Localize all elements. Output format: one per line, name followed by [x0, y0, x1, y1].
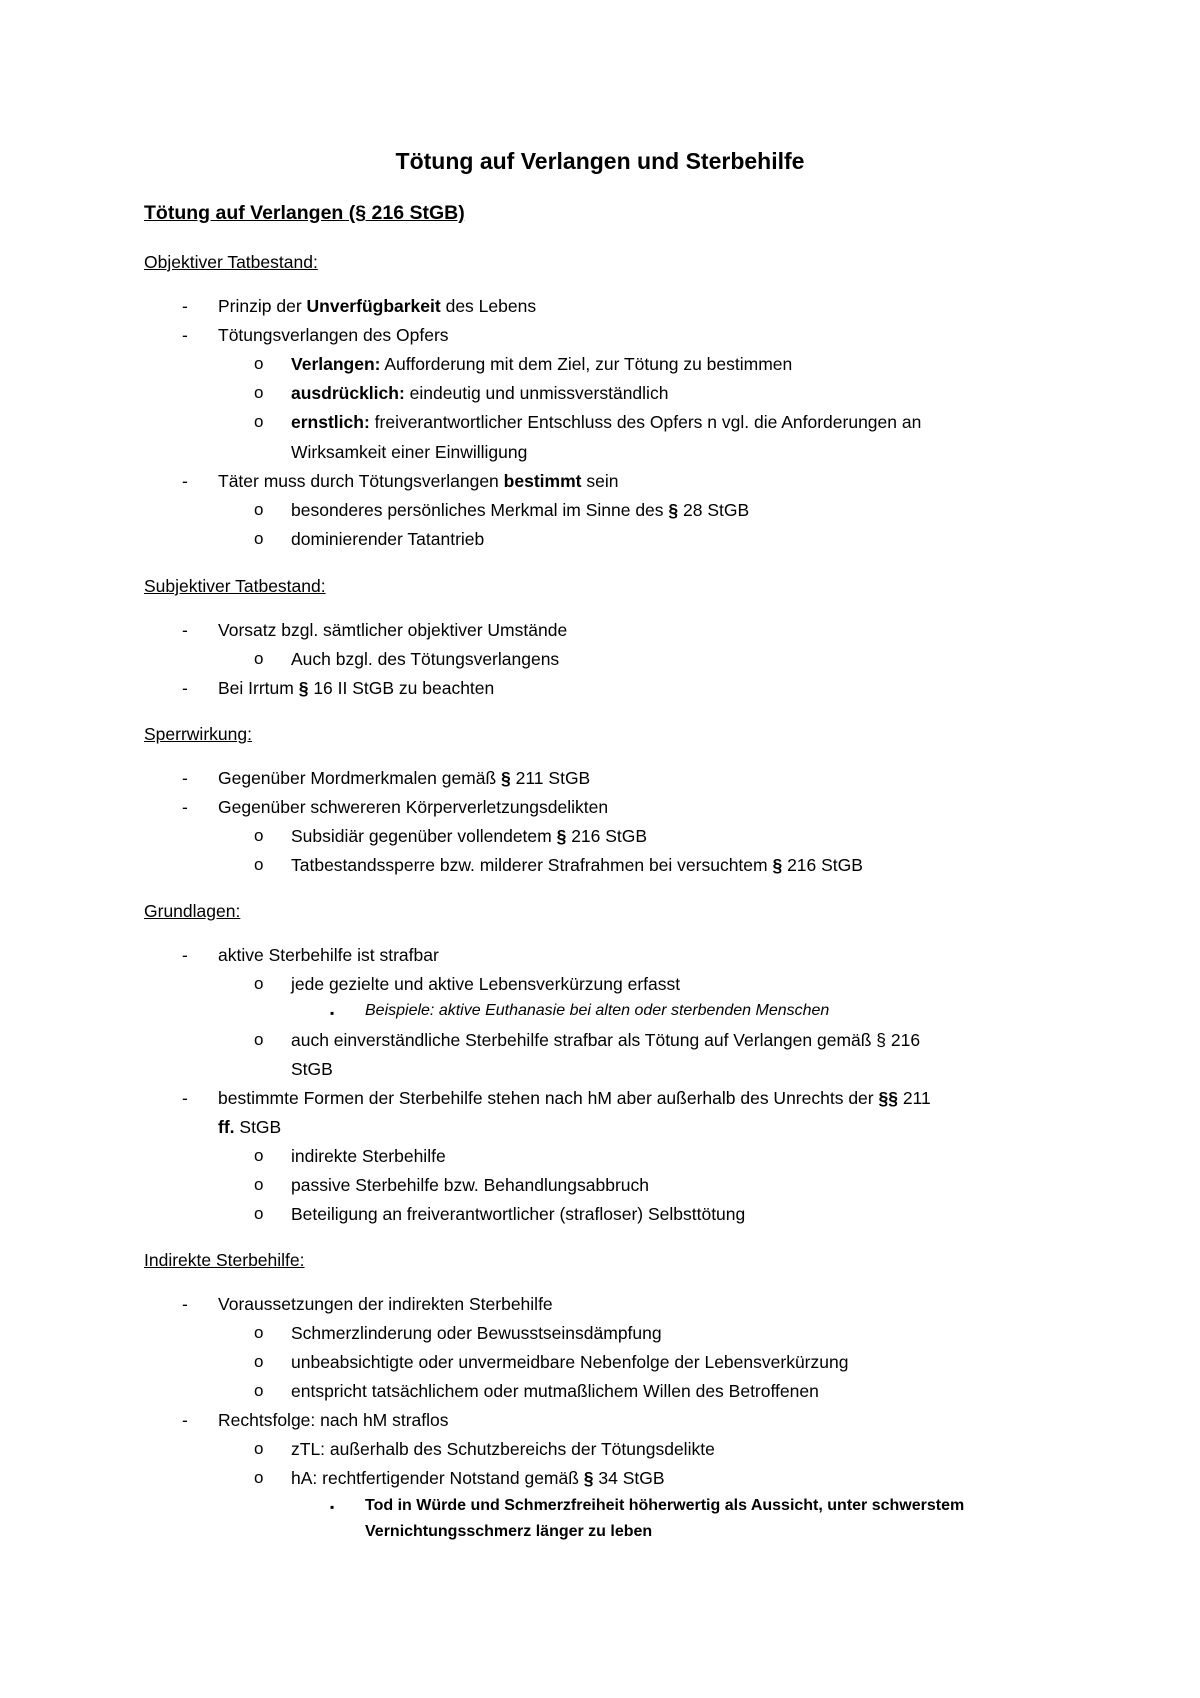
dash-marker: -	[182, 620, 188, 640]
list-item: Subsidiär gegenüber vollendetem § 216 StGB	[291, 826, 648, 846]
dash-marker: -	[182, 797, 188, 817]
list-item: aktive Sterbehilfe ist strafbar	[218, 945, 439, 965]
list-item: Verlangen: Aufforderung mit dem Ziel, zur Tötung zu bestimmen	[291, 354, 793, 374]
dash-marker: -	[182, 296, 188, 316]
circle-marker: o	[254, 500, 264, 519]
list-item: Bei Irrtum § 16 II StGB zu beachten	[218, 678, 495, 698]
circle-marker: o	[254, 383, 264, 402]
list-item: Gegenüber schwereren Körperverletzungsdelikten	[218, 797, 609, 817]
circle-marker: o	[254, 1030, 264, 1049]
section-objektiver-tatbestand: Objektiver Tatbestand:	[144, 252, 318, 272]
list-item-continuation: ff. StGB	[218, 1117, 282, 1137]
square-marker: ▪	[330, 1006, 335, 1020]
list-item-continuation: Vernichtungsschmerz länger zu leben	[365, 1523, 653, 1540]
section-indirekte-sterbehilfe: Indirekte Sterbehilfe:	[144, 1250, 305, 1270]
circle-marker: o	[254, 529, 264, 548]
list-item-continuation: Wirksamkeit einer Einwilligung	[291, 442, 528, 462]
dash-marker: -	[182, 1294, 188, 1314]
circle-marker: o	[254, 855, 264, 874]
circle-marker: o	[254, 1352, 264, 1371]
list-item: auch einverständliche Sterbehilfe strafbar als Tötung auf Verlangen gemäß § 216	[291, 1030, 921, 1050]
list-item: Beispiele: aktive Euthanasie bei alten oder sterbenden Menschen	[365, 1002, 830, 1019]
section-sperrwirkung: Sperrwirkung:	[144, 724, 252, 744]
list-item: Gegenüber Mordmerkmalen gemäß § 211 StGB	[218, 768, 591, 788]
main-heading: Tötung auf Verlangen (§ 216 StGB)	[144, 202, 465, 224]
list-item: Voraussetzungen der indirekten Sterbehilfe	[218, 1294, 553, 1314]
dash-marker: -	[182, 1088, 188, 1108]
list-item: ernstlich: freiverantwortlicher Entschluss des Opfers n vgl. die Anforderungen an	[291, 412, 922, 432]
dash-marker: -	[182, 768, 188, 788]
list-item: Rechtsfolge: nach hM straflos	[218, 1410, 449, 1430]
circle-marker: o	[254, 649, 264, 668]
list-item: hA: rechtfertigender Notstand gemäß § 34 StGB	[291, 1468, 665, 1488]
list-item: indirekte Sterbehilfe	[291, 1146, 446, 1166]
list-item: entspricht tatsächlichem oder mutmaßlichem Willen des Betroffenen	[291, 1381, 819, 1401]
document-title: Tötung auf Verlangen und Sterbehilfe	[395, 148, 805, 174]
section-subjektiver-tatbestand: Subjektiver Tatbestand:	[144, 576, 326, 596]
dash-marker: -	[182, 471, 188, 491]
list-item: Beteiligung an freiverantwortlicher (strafloser) Selbsttötung	[291, 1204, 746, 1224]
section-grundlagen: Grundlagen:	[144, 901, 241, 921]
list-item: passive Sterbehilfe bzw. Behandlungsabbruch	[291, 1175, 650, 1195]
list-item: dominierender Tatantrieb	[291, 529, 485, 549]
list-item: Auch bzgl. des Tötungsverlangens	[291, 649, 560, 669]
circle-marker: o	[254, 1146, 264, 1165]
circle-marker: o	[254, 1323, 264, 1342]
square-marker: ▪	[330, 1500, 335, 1514]
list-item-continuation: StGB	[291, 1059, 333, 1079]
list-item: Prinzip der Unverfügbarkeit des Lebens	[218, 296, 537, 316]
circle-marker: o	[254, 1468, 264, 1487]
list-item: Vorsatz bzgl. sämtlicher objektiver Umstände	[218, 620, 568, 640]
list-item: Täter muss durch Tötungsverlangen bestimmt sein	[218, 471, 619, 491]
dash-marker: -	[182, 678, 188, 698]
list-item: Schmerzlinderung oder Bewusstseinsdämpfung	[291, 1323, 662, 1343]
circle-marker: o	[254, 412, 264, 431]
list-item: Tod in Würde und Schmerzfreiheit höherwertig als Aussicht, unter schwerstem	[365, 1497, 965, 1514]
circle-marker: o	[254, 1204, 264, 1223]
list-item: zTL: außerhalb des Schutzbereichs der Tötungsdelikte	[291, 1439, 715, 1459]
dash-marker: -	[182, 1410, 188, 1430]
list-item: besonderes persönliches Merkmal im Sinne des § 28 StGB	[291, 500, 750, 520]
list-item: Tötungsverlangen des Opfers	[218, 325, 449, 345]
circle-marker: o	[254, 1439, 264, 1458]
dash-marker: -	[182, 325, 188, 345]
circle-marker: o	[254, 974, 264, 993]
list-item: jede gezielte und aktive Lebensverkürzung erfasst	[291, 974, 681, 994]
circle-marker: o	[254, 1175, 264, 1194]
list-item: Tatbestandssperre bzw. milderer Strafrahmen bei versuchtem § 216 StGB	[291, 855, 863, 875]
dash-marker: -	[182, 945, 188, 965]
list-item: ausdrücklich: eindeutig und unmissverständlich	[291, 383, 669, 403]
list-item: unbeabsichtigte oder unvermeidbare Nebenfolge der Lebensverkürzung	[291, 1352, 849, 1372]
circle-marker: o	[254, 354, 264, 373]
circle-marker: o	[254, 1381, 264, 1400]
circle-marker: o	[254, 826, 264, 845]
list-item: bestimmte Formen der Sterbehilfe stehen nach hM aber außerhalb des Unrechts der §§ 211	[218, 1088, 931, 1108]
